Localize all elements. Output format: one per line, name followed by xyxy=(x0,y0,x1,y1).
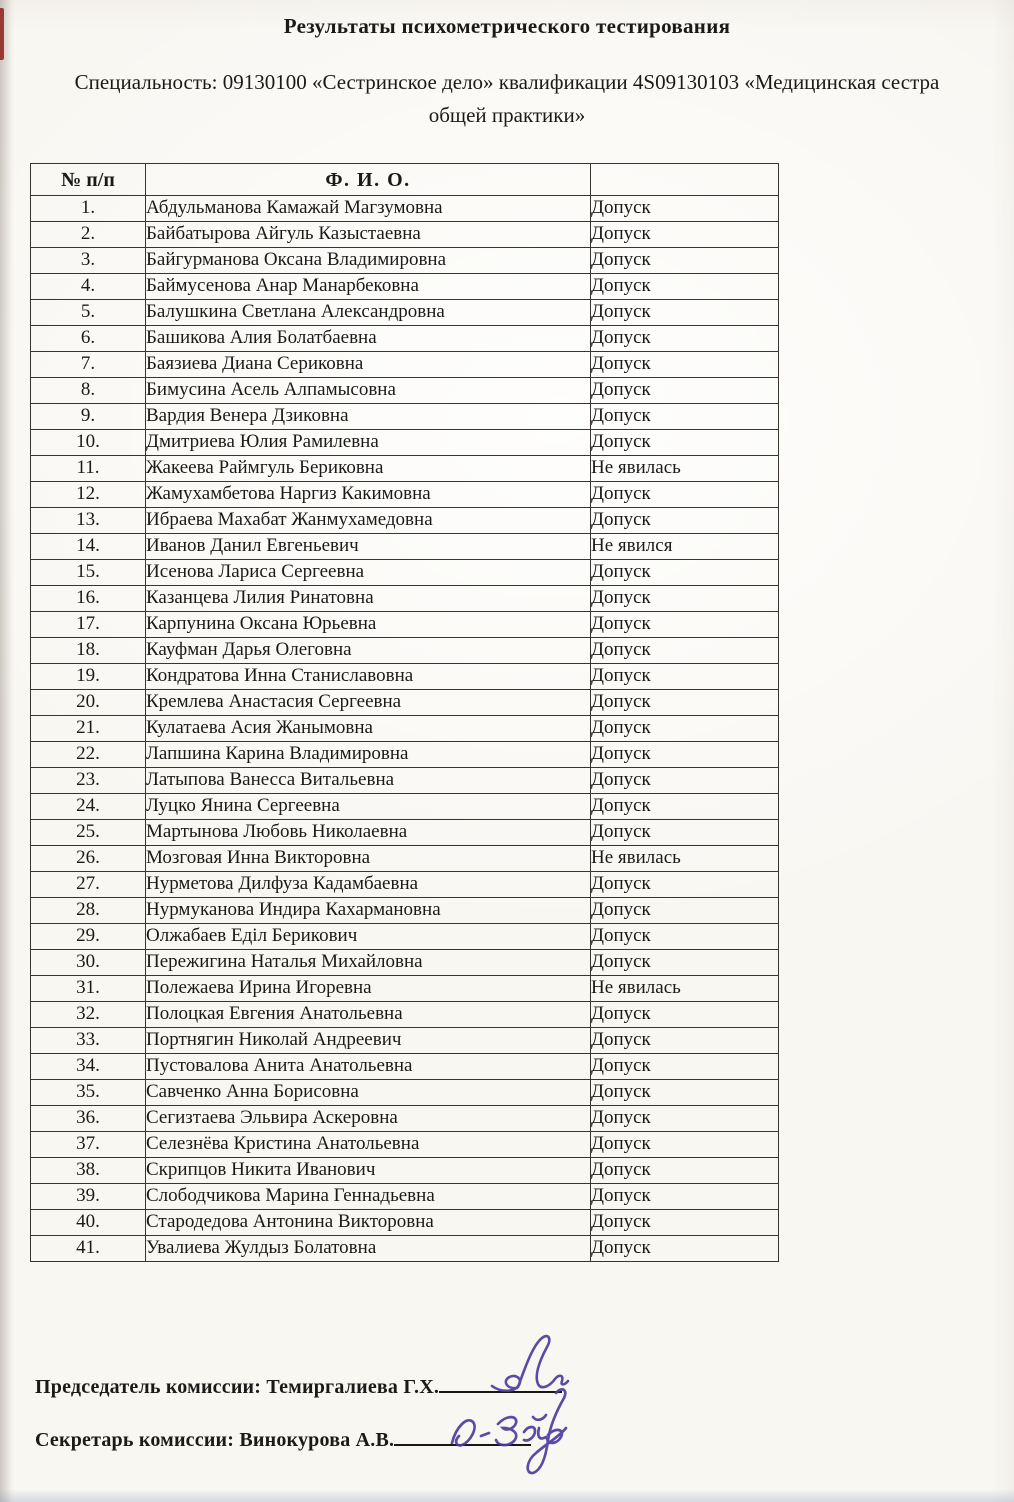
row-result: Допуск xyxy=(591,872,779,898)
row-result: Допуск xyxy=(591,1002,779,1028)
table-row xyxy=(31,1184,779,1210)
row-result: Не явилась xyxy=(591,846,779,872)
chairman-signature-line xyxy=(439,1372,562,1393)
row-name: Казанцева Лилия Ринатовна xyxy=(146,586,591,612)
column-header-result xyxy=(591,164,779,196)
secretary-label: Секретарь комиссии: Винокурова А.В. xyxy=(35,1429,395,1451)
row-name: Полежаева Ирина Игоревна xyxy=(146,976,591,1002)
row-result: Допуск xyxy=(591,898,779,924)
table-row xyxy=(31,976,779,1002)
row-name: Башикова Алия Болатбаевна xyxy=(146,326,591,352)
table-row xyxy=(31,482,779,508)
table-row xyxy=(31,430,779,456)
row-number: 29. xyxy=(31,924,146,950)
row-name: Ибраева Махабат Жанмухамедовна xyxy=(146,508,591,534)
row-number: 34. xyxy=(31,1054,146,1080)
row-result: Допуск xyxy=(591,274,779,300)
row-number: 23. xyxy=(31,768,146,794)
row-result: Допуск xyxy=(591,742,779,768)
row-result: Допуск xyxy=(591,300,779,326)
row-number: 2. xyxy=(31,222,146,248)
page-title: Результаты психометрического тестирования xyxy=(283,14,731,38)
row-result: Не явилась xyxy=(591,976,779,1002)
table-row xyxy=(31,1236,779,1262)
row-result: Допуск xyxy=(591,1080,779,1106)
row-number: 6. xyxy=(31,326,146,352)
table-row xyxy=(31,378,779,404)
row-number: 1. xyxy=(31,196,146,222)
row-number: 15. xyxy=(31,560,146,586)
row-name: Мозговая Инна Викторовна xyxy=(146,846,591,872)
row-name: Стародедова Антонина Викторовна xyxy=(146,1210,591,1236)
table-row xyxy=(31,872,779,898)
row-result: Допуск xyxy=(591,326,779,352)
column-header-number: № п/п xyxy=(31,164,146,196)
row-number: 21. xyxy=(31,716,146,742)
row-name: Портнягин Николай Андреевич xyxy=(146,1028,591,1054)
table-row xyxy=(31,924,779,950)
table-row xyxy=(31,352,779,378)
row-result: Допуск xyxy=(591,404,779,430)
table-row xyxy=(31,1054,779,1080)
table-row xyxy=(31,768,779,794)
row-result: Допуск xyxy=(591,248,779,274)
row-number: 38. xyxy=(31,1158,146,1184)
row-number: 41. xyxy=(31,1236,146,1262)
row-result: Допуск xyxy=(591,1132,779,1158)
row-result: Не явилась xyxy=(591,456,779,482)
table-row xyxy=(31,664,779,690)
row-result: Допуск xyxy=(591,222,779,248)
row-result: Допуск xyxy=(591,924,779,950)
row-name: Сегизтаева Эльвира Аскеровна xyxy=(146,1106,591,1132)
row-number: 30. xyxy=(31,950,146,976)
row-name: Дмитриева Юлия Рамилевна xyxy=(146,430,591,456)
row-result: Допуск xyxy=(591,1236,779,1262)
row-name: Иванов Данил Евгеньевич xyxy=(146,534,591,560)
row-name: Скрипцов Никита Иванович xyxy=(146,1158,591,1184)
row-name: Нурметова Дилфуза Кадамбаевна xyxy=(146,872,591,898)
row-result: Допуск xyxy=(591,1054,779,1080)
row-number: 20. xyxy=(31,690,146,716)
row-result: Допуск xyxy=(591,1106,779,1132)
row-result: Допуск xyxy=(591,716,779,742)
table-row xyxy=(31,1132,779,1158)
row-number: 32. xyxy=(31,1002,146,1028)
row-name: Лапшина Карина Владимировна xyxy=(146,742,591,768)
table-row xyxy=(31,794,779,820)
row-result: Допуск xyxy=(591,196,779,222)
row-number: 10. xyxy=(31,430,146,456)
row-number: 3. xyxy=(31,248,146,274)
row-result: Не явился xyxy=(591,534,779,560)
table-row xyxy=(31,1106,779,1132)
results-table xyxy=(30,163,779,1262)
row-result: Допуск xyxy=(591,378,779,404)
row-name: Полоцкая Евгения Анатольевна xyxy=(146,1002,591,1028)
row-result: Допуск xyxy=(591,612,779,638)
row-result: Допуск xyxy=(591,1158,779,1184)
row-name: Кулатаева Асия Жанымовна xyxy=(146,716,591,742)
row-number: 39. xyxy=(31,1184,146,1210)
row-result: Допуск xyxy=(591,586,779,612)
column-header-name: Ф. И. О. xyxy=(146,164,591,196)
row-number: 33. xyxy=(31,1028,146,1054)
table-row xyxy=(31,274,779,300)
row-number: 36. xyxy=(31,1106,146,1132)
row-result: Допуск xyxy=(591,430,779,456)
table-row xyxy=(31,1210,779,1236)
row-name: Селезнёва Кристина Анатольевна xyxy=(146,1132,591,1158)
row-number: 4. xyxy=(31,274,146,300)
row-number: 12. xyxy=(31,482,146,508)
row-name: Пережигина Наталья Михайловна xyxy=(146,950,591,976)
row-number: 7. xyxy=(31,352,146,378)
row-number: 18. xyxy=(31,638,146,664)
table-row xyxy=(31,586,779,612)
table-row xyxy=(31,612,779,638)
row-name: Байгурманова Оксана Владимировна xyxy=(146,248,591,274)
row-number: 8. xyxy=(31,378,146,404)
secretary-signature-line xyxy=(394,1425,531,1446)
row-number: 27. xyxy=(31,872,146,898)
chairman-signature-row xyxy=(35,1372,562,1399)
row-name: Увалиева Жулдыз Болатовна xyxy=(146,1236,591,1262)
row-name: Нурмуканова Индира Кахармановна xyxy=(146,898,591,924)
row-name: Жамухамбетова Наргиз Какимовна xyxy=(146,482,591,508)
row-result: Допуск xyxy=(591,1028,779,1054)
table-row xyxy=(31,1002,779,1028)
row-name: Баймусенова Анар Манарбековна xyxy=(146,274,591,300)
row-name: Бимусина Асель Алпамысовна xyxy=(146,378,591,404)
row-name: Карпунина Оксана Юрьевна xyxy=(146,612,591,638)
table-row xyxy=(31,898,779,924)
table-row xyxy=(31,742,779,768)
chairman-label: Председатель комиссии: Темиргалиева Г.Х. xyxy=(35,1376,440,1398)
row-result: Допуск xyxy=(591,768,779,794)
row-result: Допуск xyxy=(591,508,779,534)
row-number: 14. xyxy=(31,534,146,560)
table-row xyxy=(31,456,779,482)
row-name: Луцко Янина Сергеевна xyxy=(146,794,591,820)
row-result: Допуск xyxy=(591,794,779,820)
row-name: Кауфман Дарья Олеговна xyxy=(146,638,591,664)
row-number: 19. xyxy=(31,664,146,690)
row-result: Допуск xyxy=(591,482,779,508)
table-row xyxy=(31,508,779,534)
row-name: Байбатырова Айгуль Казыстаевна xyxy=(146,222,591,248)
row-name: Вардия Венера Дзиковна xyxy=(146,404,591,430)
scanner-bottom-edge xyxy=(0,1489,1014,1502)
row-name: Слободчикова Марина Геннадьевна xyxy=(146,1184,591,1210)
row-result: Допуск xyxy=(591,638,779,664)
row-result: Допуск xyxy=(591,950,779,976)
row-number: 26. xyxy=(31,846,146,872)
row-result: Допуск xyxy=(591,664,779,690)
table-row xyxy=(31,638,779,664)
row-number: 40. xyxy=(31,1210,146,1236)
row-name: Абдульманова Камажай Магзумовна xyxy=(146,196,591,222)
row-name: Латыпова Ванесса Витальевна xyxy=(146,768,591,794)
table-row xyxy=(31,690,779,716)
row-result: Допуск xyxy=(591,352,779,378)
row-number: 5. xyxy=(31,300,146,326)
secretary-signature-row xyxy=(35,1425,531,1452)
row-result: Допуск xyxy=(591,1184,779,1210)
row-name: Кремлева Анастасия Сергеевна xyxy=(146,690,591,716)
table-row xyxy=(31,560,779,586)
row-name: Савченко Анна Борисовна xyxy=(146,1080,591,1106)
table-row xyxy=(31,1158,779,1184)
row-number: 28. xyxy=(31,898,146,924)
scanner-edge-shadow xyxy=(0,0,12,1502)
row-result: Допуск xyxy=(591,560,779,586)
row-result: Допуск xyxy=(591,1210,779,1236)
table-row xyxy=(31,1028,779,1054)
table-row xyxy=(31,716,779,742)
table-row xyxy=(31,534,779,560)
document-subtitle: Специальность: 09130100 «Сестринское дело» квалификации 4S09130103 «Медицинская сестра общей практики» xyxy=(74,70,940,127)
row-number: 9. xyxy=(31,404,146,430)
row-number: 17. xyxy=(31,612,146,638)
table-row xyxy=(31,404,779,430)
row-name: Балушкина Светлана Александровна xyxy=(146,300,591,326)
table-row xyxy=(31,248,779,274)
row-name: Мартынова Любовь Николаевна xyxy=(146,820,591,846)
results-table-body xyxy=(31,196,779,1262)
table-row xyxy=(31,326,779,352)
row-number: 25. xyxy=(31,820,146,846)
row-number: 37. xyxy=(31,1132,146,1158)
row-name: Исенова Лариса Сергеевна xyxy=(146,560,591,586)
row-name: Жакеева Раймгуль Бериковна xyxy=(146,456,591,482)
table-row xyxy=(31,222,779,248)
row-number: 11. xyxy=(31,456,146,482)
row-number: 22. xyxy=(31,742,146,768)
row-number: 31. xyxy=(31,976,146,1002)
table-row xyxy=(31,300,779,326)
table-row xyxy=(31,950,779,976)
row-result: Допуск xyxy=(591,690,779,716)
row-number: 35. xyxy=(31,1080,146,1106)
table-header-row xyxy=(31,164,779,196)
row-number: 16. xyxy=(31,586,146,612)
table-row xyxy=(31,846,779,872)
table-row xyxy=(31,1080,779,1106)
row-result: Допуск xyxy=(591,820,779,846)
row-name: Олжабаев Еділ Берикович xyxy=(146,924,591,950)
row-name: Пустовалова Анита Анатольевна xyxy=(146,1054,591,1080)
row-number: 13. xyxy=(31,508,146,534)
row-name: Баязиева Диана Сериковна xyxy=(146,352,591,378)
row-number: 24. xyxy=(31,794,146,820)
table-row xyxy=(31,820,779,846)
row-name: Кондратова Инна Станиславовна xyxy=(146,664,591,690)
table-row xyxy=(31,196,779,222)
